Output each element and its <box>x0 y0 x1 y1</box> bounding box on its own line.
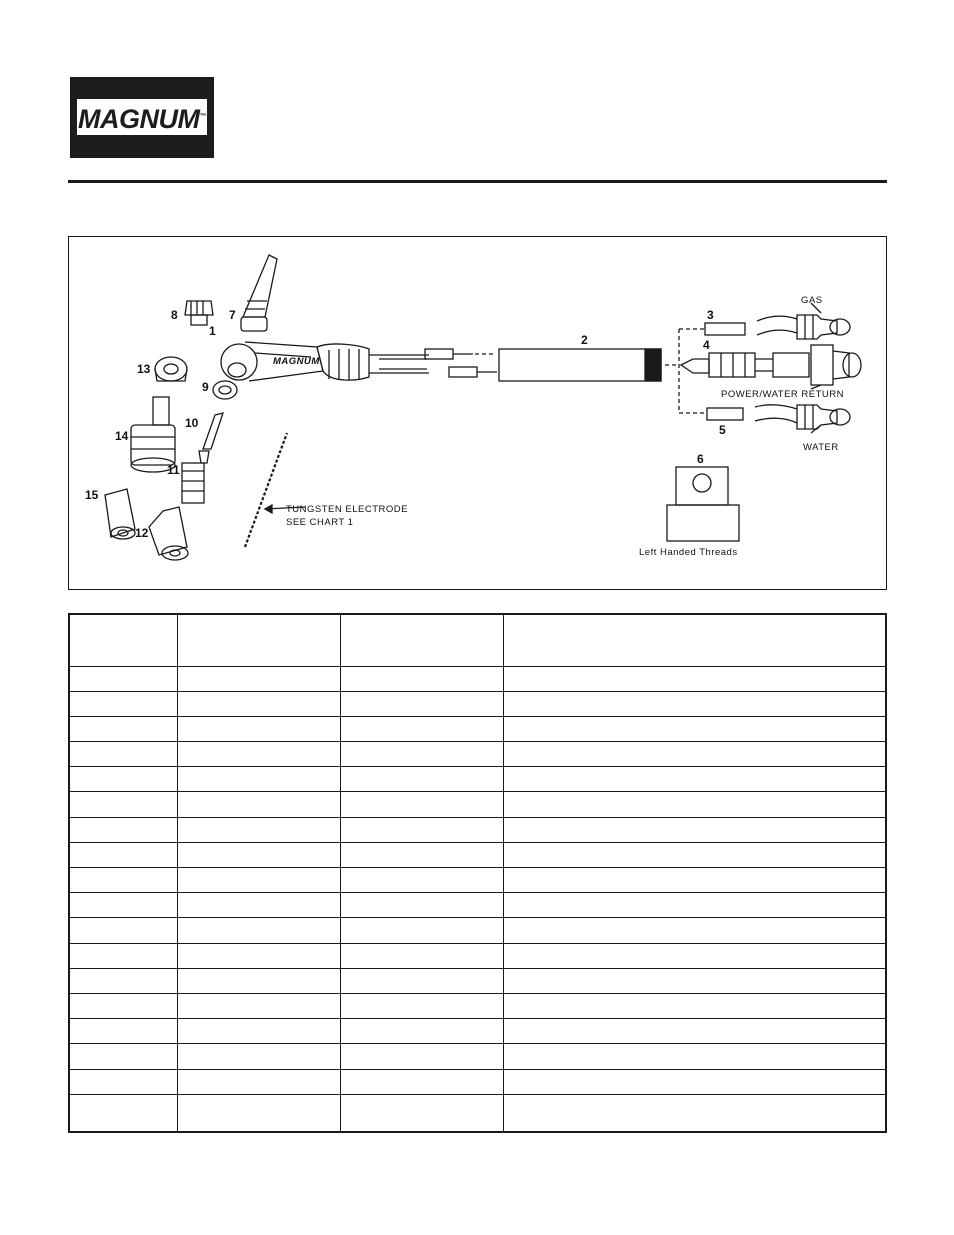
insulator-icon <box>155 357 187 381</box>
table-row <box>69 666 886 691</box>
gas-hose-icon <box>705 323 745 335</box>
diagram-drawing <box>69 237 886 589</box>
table-cell <box>69 1069 177 1094</box>
table-row <box>69 842 886 867</box>
table-cell <box>177 943 340 968</box>
table-cell <box>177 1069 340 1094</box>
table-cell <box>340 1019 503 1044</box>
table-cell <box>503 868 886 893</box>
table-cell <box>503 943 886 968</box>
table-cell <box>340 666 503 691</box>
table-cell <box>340 817 503 842</box>
header-rule <box>68 180 887 183</box>
table-cell <box>503 893 886 918</box>
header-cell <box>177 614 340 666</box>
header-cell <box>503 614 886 666</box>
table-cell <box>177 868 340 893</box>
torch-brand-text: MAGNUM <box>273 356 320 367</box>
callout-2: 2 <box>581 333 588 347</box>
table-row <box>69 817 886 842</box>
table-cell <box>340 792 503 817</box>
table-cell <box>340 1094 503 1132</box>
table-cell <box>340 893 503 918</box>
table-cell <box>177 1019 340 1044</box>
header-cell <box>340 614 503 666</box>
callout-11: 11 <box>167 463 180 477</box>
callout-7: 7 <box>229 308 236 322</box>
table-cell <box>69 943 177 968</box>
table-cell <box>177 968 340 993</box>
table-row <box>69 918 886 943</box>
table-cell <box>340 993 503 1018</box>
tungsten-label-line2: SEE CHART 1 <box>286 517 354 528</box>
tungsten-label-line1: TUNGSTEN ELECTRODE <box>286 504 408 515</box>
gas-fitting-icon <box>425 349 453 359</box>
table-cell <box>503 666 886 691</box>
table-header-row <box>69 614 886 666</box>
table-cell <box>69 868 177 893</box>
table-cell <box>69 767 177 792</box>
collet-body-icon <box>182 463 204 503</box>
table-cell <box>177 666 340 691</box>
callout-9: 9 <box>202 380 209 394</box>
table-row <box>69 1044 886 1069</box>
table-cell <box>503 842 886 867</box>
table-row <box>69 993 886 1018</box>
table-row <box>69 968 886 993</box>
table-cell <box>69 1094 177 1132</box>
gas-label: GAS <box>801 295 823 306</box>
torch-head-icon <box>221 344 257 380</box>
table-row <box>69 1094 886 1132</box>
table-cell <box>503 817 886 842</box>
table-cell <box>340 716 503 741</box>
table-cell <box>503 1019 886 1044</box>
o-ring-icon <box>213 381 237 399</box>
table-cell <box>340 918 503 943</box>
gas-lens-icon <box>153 397 169 425</box>
parts-list-table <box>68 613 887 1133</box>
table-cell <box>503 767 886 792</box>
table-cell <box>340 943 503 968</box>
cup-small-icon <box>149 507 187 555</box>
table-cell <box>69 968 177 993</box>
table-cell <box>340 742 503 767</box>
torch-parts-diagram <box>68 236 887 590</box>
magnum-logo <box>70 77 214 158</box>
table-cell <box>69 1019 177 1044</box>
torch-handle-icon <box>317 344 369 380</box>
table-row <box>69 716 886 741</box>
table-cell <box>340 842 503 867</box>
table-cell <box>69 817 177 842</box>
table-row <box>69 1019 886 1044</box>
cup-large-icon <box>105 489 135 537</box>
callout-15: 15 <box>85 488 99 502</box>
table-cell <box>177 767 340 792</box>
table-cell <box>177 842 340 867</box>
water-label: WATER <box>803 442 839 453</box>
table-cell <box>69 716 177 741</box>
table-row <box>69 742 886 767</box>
table-cell <box>177 792 340 817</box>
callout-3: 3 <box>707 308 714 322</box>
table-row <box>69 943 886 968</box>
table-cell <box>340 868 503 893</box>
table-cell <box>69 918 177 943</box>
table-cell <box>69 792 177 817</box>
logo-wordmark: MAGNUM <box>78 104 200 134</box>
table-cell <box>503 792 886 817</box>
callout-13: 13 <box>137 362 151 376</box>
table-cell <box>69 842 177 867</box>
table-row <box>69 868 886 893</box>
callout-14: 14 <box>115 429 129 443</box>
table-cell <box>340 1069 503 1094</box>
table-cell <box>503 716 886 741</box>
callout-5: 5 <box>719 423 726 437</box>
table-cell <box>69 993 177 1018</box>
table-cell <box>503 918 886 943</box>
callout-12: 12 <box>135 526 149 540</box>
table-cell <box>177 742 340 767</box>
power-cable-tip-icon <box>681 359 709 373</box>
power-return-fitting-icon <box>811 345 833 385</box>
table-cell <box>177 893 340 918</box>
table-cell <box>340 1044 503 1069</box>
logo-trademark: ™ <box>199 113 206 120</box>
adapter-body-icon <box>667 505 739 541</box>
table-row <box>69 1069 886 1094</box>
table-cell <box>340 767 503 792</box>
torch-hoses-icon <box>369 355 429 373</box>
table-cell <box>503 1069 886 1094</box>
water-hose-icon <box>707 408 743 420</box>
table-row <box>69 893 886 918</box>
table-cell <box>69 1044 177 1069</box>
table-cell <box>340 968 503 993</box>
table-cell <box>177 1094 340 1132</box>
collet-icon <box>203 413 223 449</box>
table-row <box>69 792 886 817</box>
callout-10: 10 <box>185 416 199 430</box>
table-cell <box>69 742 177 767</box>
table-cell <box>69 666 177 691</box>
table-cell <box>503 1094 886 1132</box>
table-cell <box>503 742 886 767</box>
table-cell <box>177 993 340 1018</box>
table-cell <box>503 993 886 1018</box>
table-row <box>69 691 886 716</box>
table-cell <box>340 691 503 716</box>
table-cell <box>503 968 886 993</box>
table-cell <box>503 691 886 716</box>
callout-1: 1 <box>209 324 216 338</box>
table-row <box>69 767 886 792</box>
gas-fitting-end-icon <box>797 315 837 339</box>
gas-lens-cap-icon <box>185 301 213 315</box>
back-cap-base-icon <box>241 317 267 331</box>
adapter-tab-icon <box>676 467 728 505</box>
power-cable-connector-icon <box>709 353 755 377</box>
table-cell <box>177 716 340 741</box>
table-cell <box>69 893 177 918</box>
back-cap-icon <box>243 255 277 317</box>
table-cell <box>177 1044 340 1069</box>
table-cell <box>177 691 340 716</box>
water-fitting-end-icon <box>797 405 837 429</box>
callout-8: 8 <box>171 308 178 322</box>
callout-6: 6 <box>697 452 704 466</box>
callout-4: 4 <box>703 338 710 352</box>
header-cell <box>69 614 177 666</box>
table-cell <box>177 817 340 842</box>
left-handed-threads-label: Left Handed Threads <box>639 547 738 558</box>
tungsten-electrode-icon <box>245 433 287 547</box>
cable-cover-icon <box>499 349 661 381</box>
table-cell <box>177 918 340 943</box>
table-cell <box>69 691 177 716</box>
power-water-return-label: POWER/WATER RETURN <box>721 389 844 400</box>
table-cell <box>503 1044 886 1069</box>
water-fitting-icon <box>449 367 477 377</box>
